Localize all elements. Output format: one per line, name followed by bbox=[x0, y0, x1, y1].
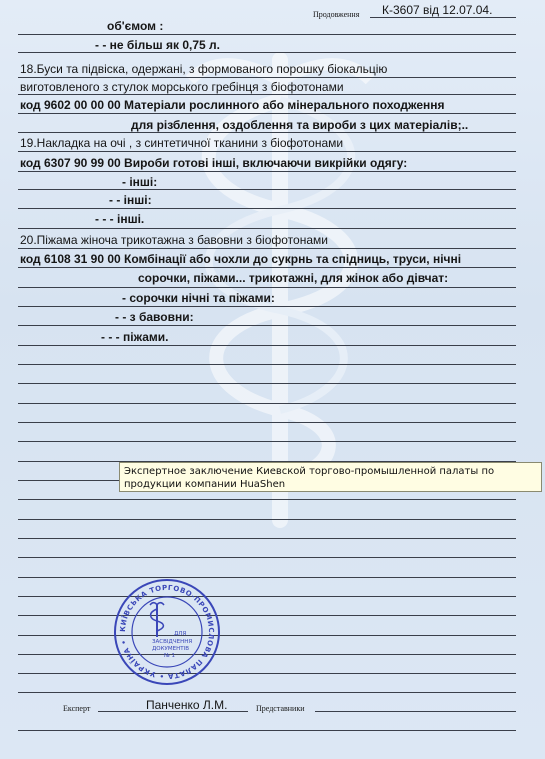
rule-line bbox=[18, 364, 516, 365]
rule-line bbox=[18, 557, 516, 558]
rule-line bbox=[18, 635, 516, 636]
stamp-center-text: ЗАСВІДЧЕННЯ bbox=[152, 639, 193, 645]
stamp-center-text: ДЛЯ bbox=[174, 631, 187, 637]
text-line: 20.Піжама жіноча трикотажна з бавовни з біофотонами bbox=[20, 233, 328, 247]
tooltip bbox=[119, 462, 542, 492]
text-line: виготовленого з стулок морського гребінця з біофотонами bbox=[20, 80, 344, 94]
tooltip-text: Экспертное заключение Киевской торгово-промышленной палаты по продукции компании HuaShen bbox=[124, 466, 495, 490]
rule-line bbox=[18, 615, 516, 616]
text-line: - інші: bbox=[122, 175, 158, 189]
stamp-center-text: ДОКУМЕНТІВ bbox=[152, 646, 189, 652]
rule-line bbox=[18, 151, 516, 152]
rule-line bbox=[18, 325, 516, 326]
rule-line bbox=[18, 94, 516, 95]
text-line: - сорочки нічні та піжами: bbox=[122, 291, 275, 305]
rule-line bbox=[18, 228, 516, 229]
rule-line bbox=[18, 577, 516, 578]
text-line: - - з бавовни: bbox=[115, 310, 194, 324]
stamp-ring-text: КИЇВСЬКА ТОРГОВО-ПРОМИСЛОВА ПАЛАТА • УКРАЇНА • bbox=[118, 583, 216, 681]
continuation-label: Продовження bbox=[313, 10, 360, 19]
rule-line bbox=[18, 499, 516, 500]
text-line: об'ємом : bbox=[107, 19, 164, 33]
rule-line bbox=[18, 77, 516, 78]
rule-line bbox=[18, 730, 516, 731]
rule-line bbox=[18, 189, 516, 190]
rule-line bbox=[18, 345, 516, 346]
rule-line bbox=[18, 248, 516, 249]
rule-line bbox=[18, 422, 516, 423]
svg-text:КИЇВСЬКА ТОРГОВО-ПРОМИСЛОВА ПА bbox=[119, 584, 215, 680]
text-line: для різблення, оздоблення та вироби з цих матеріалів;.. bbox=[131, 118, 469, 132]
text-line: 18.Буси та підвіска, одержані, з формованого порошку біокальцію bbox=[20, 62, 388, 76]
rule-line bbox=[18, 692, 516, 693]
text-line: код 6108 31 90 00 Комбінації або чохли до сукрнь та спідниць, труси, нічні bbox=[20, 252, 462, 266]
text-line: сорочки, піжами... трикотажні, для жінок або дівчат: bbox=[138, 271, 449, 285]
rule-line bbox=[18, 208, 516, 209]
rule-line bbox=[18, 673, 516, 674]
text-line: - - не більш як 0,75 л. bbox=[95, 38, 220, 52]
header-rule bbox=[370, 17, 516, 18]
official-stamp bbox=[112, 577, 222, 687]
text-line: - - інші: bbox=[109, 193, 152, 207]
rule-line bbox=[18, 519, 516, 520]
stamp-emblem-icon bbox=[150, 603, 164, 637]
rule-line bbox=[18, 306, 516, 307]
text-line: код 6307 90 99 00 Вироби готові інші, включаючи викрійки одягу: bbox=[20, 156, 408, 170]
rule-line bbox=[18, 596, 516, 597]
rule-line bbox=[18, 34, 516, 35]
text-line: код 9602 00 00 00 Матеріали рослинного або мінерального походження bbox=[20, 98, 445, 112]
stamp-center-text: № 1 bbox=[164, 653, 175, 659]
rule-line bbox=[18, 113, 516, 114]
expert-label: Експерт bbox=[63, 704, 91, 713]
expert-name: Панченко Л.М. bbox=[146, 698, 228, 712]
rule-line bbox=[18, 654, 516, 655]
rule-line bbox=[18, 383, 516, 384]
text-line: - - - інші. bbox=[95, 212, 145, 226]
text-line: 19.Накладка на очі , з синтетичної тканини з біофотонами bbox=[20, 136, 344, 150]
representative-label: Представники bbox=[256, 704, 305, 713]
rule-line bbox=[18, 171, 516, 172]
rule-line bbox=[18, 538, 516, 539]
text-line: - - - піжами. bbox=[101, 330, 169, 344]
certificate-number: К-3607 від 12.07.04. bbox=[382, 3, 493, 17]
rule-line bbox=[18, 267, 516, 268]
rule-line bbox=[18, 287, 516, 288]
representative-signature-line bbox=[315, 711, 516, 712]
rule-line bbox=[18, 403, 516, 404]
rule-line bbox=[18, 441, 516, 442]
rule-line bbox=[18, 52, 516, 53]
rule-line bbox=[18, 132, 516, 133]
